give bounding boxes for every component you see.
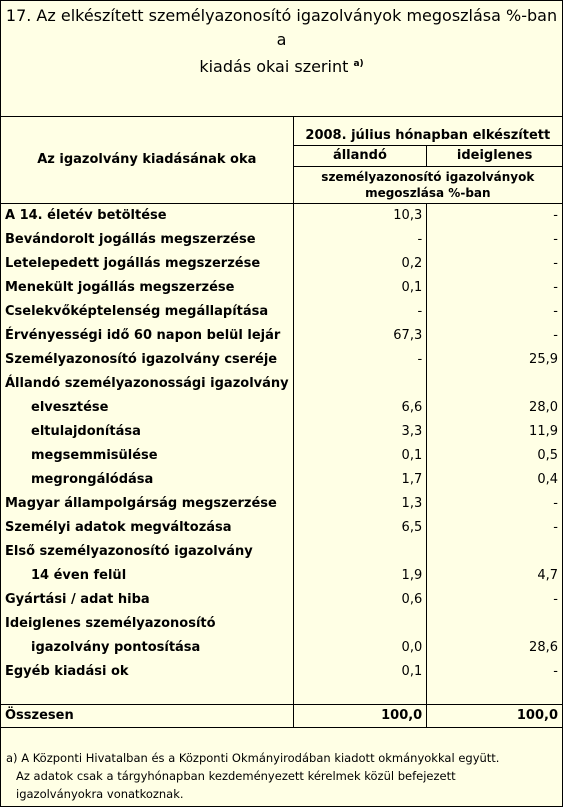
row-label: 14 éven felül: [31, 568, 127, 583]
table-row: [1, 588, 562, 612]
row-label: Személyazonosító igazolvány cseréje: [5, 352, 278, 367]
total-temporary: 100,0: [427, 705, 562, 728]
value-permanent: -: [293, 228, 427, 252]
table-row: [1, 468, 562, 492]
value-temporary: -: [427, 492, 562, 516]
value-permanent: [293, 372, 427, 396]
row-label: Letelepedett jogállás megszerzése: [5, 256, 261, 271]
value-temporary: -: [427, 588, 562, 612]
table-row: [1, 420, 562, 444]
value-temporary: -: [427, 228, 562, 252]
value-temporary: -: [427, 252, 562, 276]
table-row: [1, 276, 562, 300]
value-temporary: -: [427, 324, 562, 348]
value-permanent: 6,6: [293, 396, 427, 420]
value-permanent: -: [293, 300, 427, 324]
row-label: Érvényességi idő 60 napon belül lejár: [5, 328, 281, 343]
table-title: [1, 1, 562, 116]
title-footnote-mark: a): [353, 59, 364, 69]
table-row: [1, 444, 562, 468]
value-permanent: 1,9: [293, 564, 427, 588]
row-label: Egyéb kiadási ok: [5, 664, 129, 679]
table-row: [1, 564, 562, 588]
table-row: [1, 612, 562, 636]
value-temporary: -: [427, 276, 562, 300]
row-label: A 14. életév betöltése: [5, 208, 167, 223]
row-label: Magyar állampolgárság megszerzése: [5, 496, 277, 511]
row-label: eltulajdonítása: [31, 424, 141, 439]
footnote-line: Az adatok csak a tárgyhónapban kezdeményezett kérelmek közül befejezett: [16, 769, 456, 783]
value-temporary: 25,9: [427, 348, 562, 372]
value-permanent: 10,3: [293, 204, 427, 229]
row-label: Ideiglenes személyazonosító: [5, 616, 216, 631]
table-row: [1, 636, 562, 660]
table-row: [1, 660, 562, 684]
table-row: [1, 324, 562, 348]
row-label: Menekült jogállás megszerzése: [5, 280, 235, 295]
row-label: megsemmisülése: [31, 448, 158, 463]
total-permanent: 100,0: [293, 705, 427, 728]
value-permanent: [293, 612, 427, 636]
total-row: [1, 705, 562, 728]
value-permanent: 0,1: [293, 444, 427, 468]
header-row-1: [1, 117, 562, 146]
value-permanent: 1,3: [293, 492, 427, 516]
value-permanent: 0,1: [293, 276, 427, 300]
value-permanent: -: [293, 348, 427, 372]
value-permanent: 3,3: [293, 420, 427, 444]
title-line-2: [1, 52, 562, 79]
title-line-1: 17. Az elkészített személyazonosító igazolványok megoszlása %-ban a: [5, 6, 558, 49]
row-label-header: Az igazolvány kiadásának oka: [1, 117, 293, 204]
row-label: Gyártási / adat hiba: [5, 592, 150, 607]
value-temporary: 28,6: [427, 636, 562, 660]
table-row: [1, 396, 562, 420]
value-temporary: 11,9: [427, 420, 562, 444]
value-temporary: -: [427, 516, 562, 540]
row-label: Cselekvőképtelenség megállapítása: [5, 304, 269, 319]
table-row: [1, 516, 562, 540]
table-row: [1, 372, 562, 396]
row-label: Első személyazonosító igazolvány: [5, 544, 253, 559]
value-permanent: [293, 540, 427, 564]
value-permanent: 1,7: [293, 468, 427, 492]
spacer-row: [1, 684, 562, 705]
value-temporary: 4,7: [427, 564, 562, 588]
value-temporary: -: [427, 660, 562, 684]
title-line-2-text: kiadás okai szerint: [199, 57, 349, 76]
value-permanent: 6,5: [293, 516, 427, 540]
table-row: [1, 204, 562, 229]
unit-header: személyazonosító igazolványok megoszlása %-ban: [293, 167, 562, 204]
table-body: [1, 204, 562, 728]
table-row: [1, 540, 562, 564]
table-row: [1, 252, 562, 276]
footnotes: [6, 749, 561, 803]
value-temporary: -: [427, 204, 562, 229]
value-permanent: 0,0: [293, 636, 427, 660]
row-label: Bevándorolt jogállás megszerzése: [5, 232, 256, 247]
row-label: igazolvány pontosítása: [31, 640, 201, 655]
value-temporary: -: [427, 300, 562, 324]
value-permanent: 0,6: [293, 588, 427, 612]
footnote-line: a) A Központi Hivatalban és a Központi Okmányirodában kiadott okmányokkal együtt.: [6, 751, 500, 765]
value-temporary: 0,5: [427, 444, 562, 468]
value-temporary: [427, 540, 562, 564]
value-temporary: 28,0: [427, 396, 562, 420]
data-table: [1, 116, 562, 728]
row-label: Állandó személyazonossági igazolvány: [5, 376, 289, 391]
footnote-line: igazolványokra vonatkoznak.: [16, 787, 184, 801]
row-label: Személyi adatok megváltozása: [5, 520, 232, 535]
table-row: [1, 492, 562, 516]
table-row: [1, 300, 562, 324]
value-permanent: 0,2: [293, 252, 427, 276]
row-label: elvesztése: [31, 400, 109, 415]
table-row: [1, 228, 562, 252]
row-label: megrongálódása: [31, 472, 154, 487]
period-header: 2008. július hónapban elkészített: [293, 117, 562, 146]
value-temporary: [427, 372, 562, 396]
col-permanent-header: állandó: [293, 146, 427, 167]
value-permanent: 67,3: [293, 324, 427, 348]
value-temporary: 0,4: [427, 468, 562, 492]
table-row: [1, 348, 562, 372]
total-label: Összesen: [1, 705, 293, 728]
value-temporary: [427, 612, 562, 636]
value-permanent: 0,1: [293, 660, 427, 684]
col-temporary-header: ideiglenes: [427, 146, 562, 167]
